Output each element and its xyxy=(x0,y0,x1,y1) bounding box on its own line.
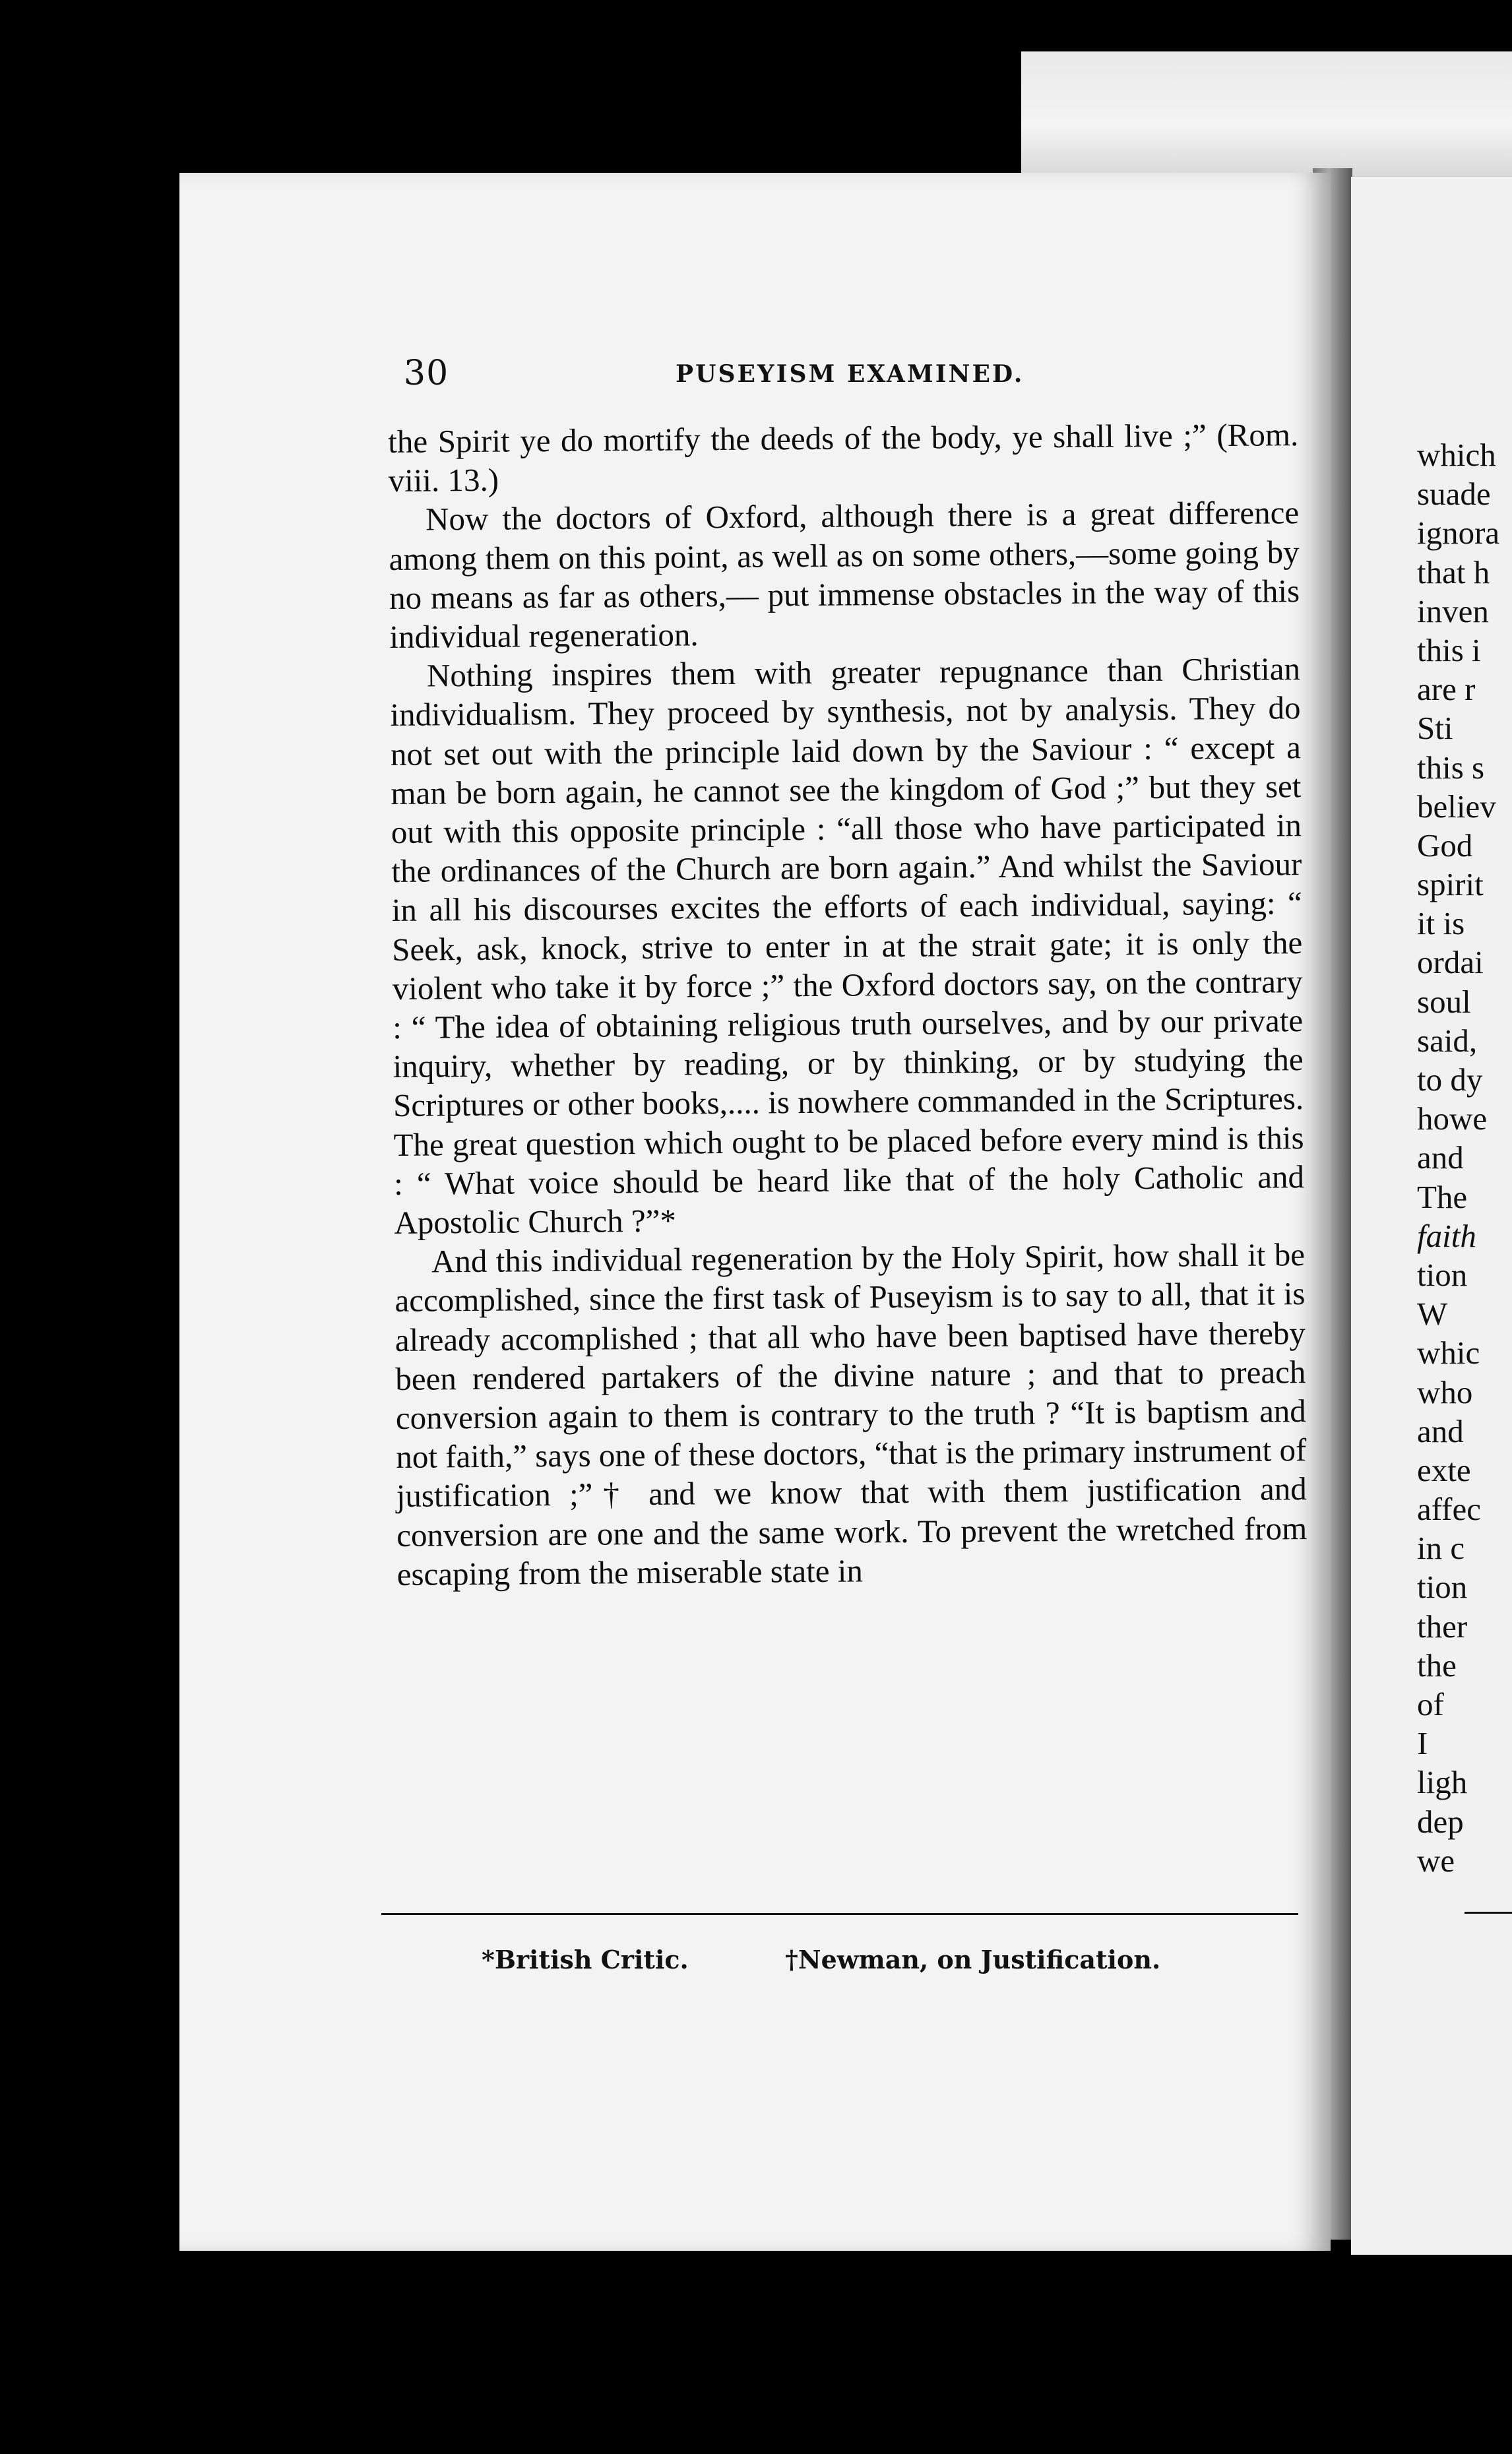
running-head: PUSEYISM EXAMINED. xyxy=(676,360,1024,388)
paragraph: Nothing inspires them with greater repugnance than Christian individualism. They proceed by synthesis, not by analysis. They do not set out with the principle laid down by the Saviour : “ except a man be born again, he cannot see the kingdom of God ;” but they set out with this opposite principle : “all those who have participated in the ordinances of the Church are born again.” And whilst the Saviour in all his discourses excites the efforts of each individual, saying: “ Seek, ask, knock, strive to enter in at the strait gate; it is only the violent who take it by force ;” the Oxford doctors say, on the contrary : “ The idea of obtaining religious truth ourselves, and by our private inquiry, whether by reading, or by thinking, or by studying the Scriptures or other books,.... is nowhere commanded in the Scriptures. The great question which ought to be placed before every mind is this : “ What voice should be heard like that of the holy Catholic and Apostolic Church ?”* xyxy=(390,650,1305,1242)
facing-page-line: which xyxy=(1417,437,1496,473)
body-text xyxy=(388,415,1307,1594)
facing-page-line: we xyxy=(1417,1842,1455,1879)
facing-page-line: suade xyxy=(1417,476,1491,513)
footnote-newman: †Newman, on Justification. xyxy=(785,1945,1161,1974)
facing-page-line: The xyxy=(1417,1178,1468,1215)
facing-page-line: that h xyxy=(1417,553,1490,590)
facing-page-line: who xyxy=(1417,1373,1473,1410)
facing-page-line: and xyxy=(1417,1139,1464,1176)
facing-page-line: believ xyxy=(1417,788,1496,825)
paragraph: Now the doctors of Oxford, although there is a great difference among them on this point, as well as on some others,—some going by no means as far as others,— put immense obstacles in the way of this individual regeneration. xyxy=(389,494,1300,656)
facing-page-line: are r xyxy=(1417,671,1476,708)
footnotes xyxy=(482,1945,1273,1984)
footnote-british-critic: *British Critic. xyxy=(482,1945,689,1974)
facing-page-line: ther xyxy=(1417,1608,1468,1645)
footnote-rule xyxy=(381,1913,1298,1915)
facing-page-line: tion xyxy=(1417,1569,1468,1606)
facing-page-line: and xyxy=(1417,1412,1464,1449)
facing-page-line: to dy xyxy=(1417,1061,1483,1098)
facing-page-line: this i xyxy=(1417,631,1481,668)
facing-page-line: howe xyxy=(1417,1100,1488,1137)
paragraph: And this individual regeneration by the Holy Spirit, how shall it be accomplished, since the first task of Puseyism is to say to all, that it is already accomplished ; that all who have been baptised have thereby been rendered partakers of the divine nature ; and that to preach conversion again to them is contrary to the truth ? “It is baptism and not faith,” says one of these doctors, “that is the primary instrument of justification ;”† and we know that with them justification and conversion are one and the same work. To prevent the wretched from escaping from the miserable state in xyxy=(394,1236,1307,1592)
facing-page-line: this s xyxy=(1417,749,1485,786)
facing-page-line: ligh xyxy=(1417,1764,1468,1801)
facing-page-line: faith xyxy=(1417,1217,1476,1254)
facing-page-line: said, xyxy=(1417,1022,1478,1059)
facing-page-line: dep xyxy=(1417,1803,1464,1840)
facing-page-line: exte xyxy=(1417,1451,1471,1488)
facing-page-line: of xyxy=(1417,1686,1444,1722)
facing-page-line: soul xyxy=(1417,983,1471,1020)
facing-page-line: W xyxy=(1417,1296,1448,1333)
facing-page-line: the xyxy=(1417,1647,1457,1683)
background-paper-strip xyxy=(1021,51,1512,177)
facing-page-line: in c xyxy=(1417,1530,1465,1567)
facing-page-line: inven xyxy=(1417,592,1489,629)
page-number: 30 xyxy=(404,354,449,393)
facing-page-fragments xyxy=(1417,435,1512,1880)
facing-page-line: whic xyxy=(1417,1335,1480,1371)
facing-page-line: tion xyxy=(1417,1256,1468,1293)
facing-page-line: ignora xyxy=(1417,515,1500,551)
facing-page-line: affec xyxy=(1417,1491,1481,1528)
page-header xyxy=(404,354,1255,400)
facing-page-line: ordai xyxy=(1417,944,1484,981)
facing-page-line: Sti xyxy=(1417,710,1453,747)
facing-page-line: spirit xyxy=(1417,866,1484,903)
facing-page-line: I xyxy=(1417,1725,1428,1762)
facing-page-line: it is xyxy=(1417,905,1465,942)
paragraph-continued: the Spirit ye do mortify the deeds of the body, ye shall live ;” (Rom. viii. 13.) xyxy=(388,416,1299,499)
facing-page-line: God xyxy=(1417,827,1473,864)
facing-page-rule xyxy=(1465,1912,1512,1914)
